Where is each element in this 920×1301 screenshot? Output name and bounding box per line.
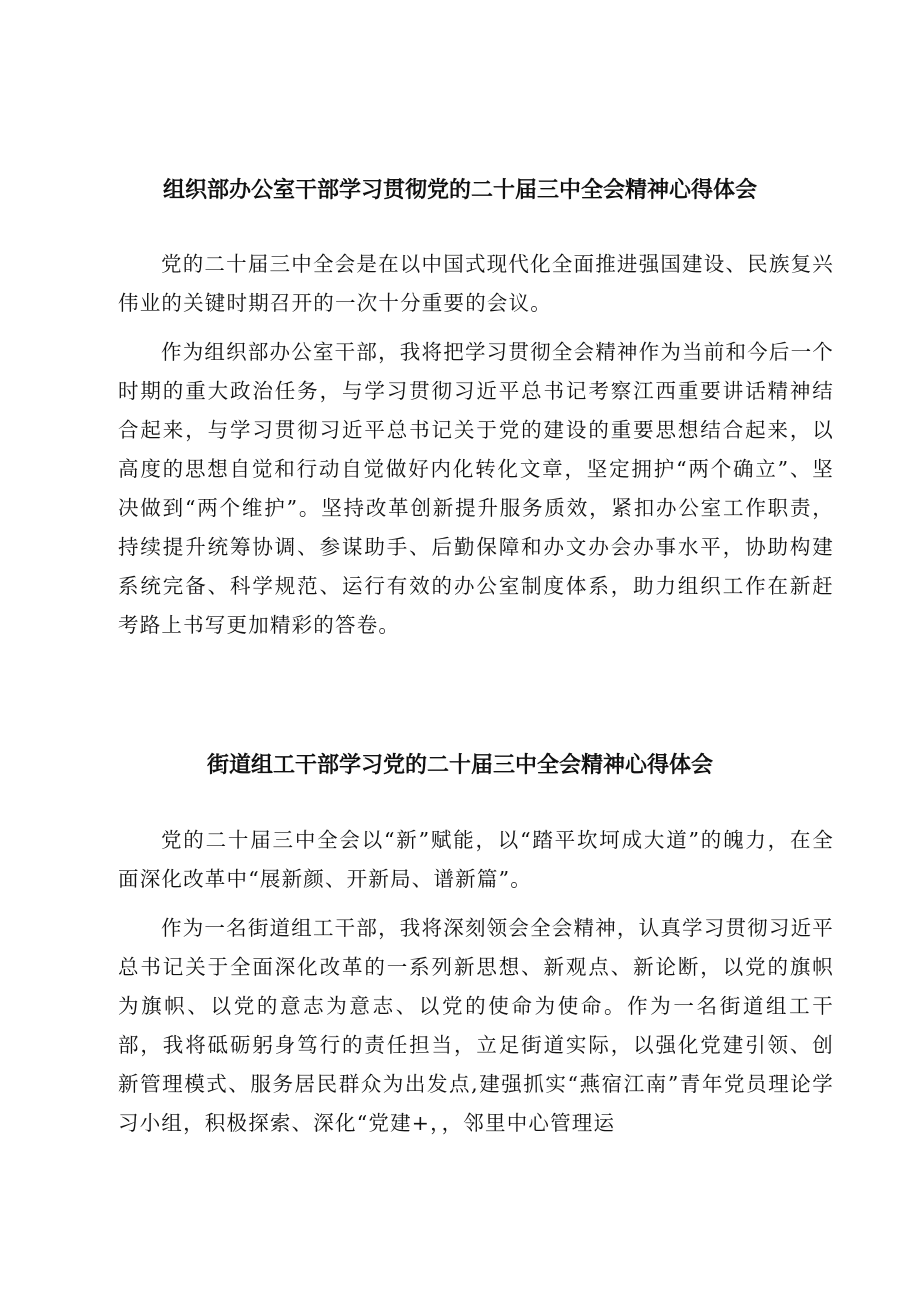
section-title-organization-office: 组织部办公室干部学习贯彻党的二十届三中全会精神心得体会 xyxy=(162,178,757,204)
paragraph-section1-2: 作为组织部办公室干部，我将把学习贯彻全会精神作为当前和今后一个时期的重大政治任务，与学习贯彻习近平总书记考察江西重要讲话精神结合起来，与学习贯彻习近平总书记关于党的建设的重要思想结合起来，以高度的思想自觉和行动自觉做好内化转化文章，坚定拥护“两个确立”、坚决做到“两个维护”。坚持改革创新提升服务质效，紧扣办公室工作职责，持续提升统筹协调、参谋助手、后勤保障和办文办会办事水平，协助构建系统完备、科学规范、运行有效的办公室制度体系，助力组织工作在新赶考路上书写更加精彩的答卷。 xyxy=(118,340,834,637)
paragraph-section1-1: 党的二十届三中全会是在以中国式现代化全面推进强国建设、民族复兴伟业的关键时期召开的一次十分重要的会议。 xyxy=(118,252,834,315)
paragraph-section2-1: 党的二十届三中全会以“新”赋能，以“踏平坎坷成大道”的魄力，在全面深化改革中“展新颜、开新局、谱新篇”。 xyxy=(118,828,834,891)
section-title-street-cadre: 街道组工干部学习党的二十届三中全会精神心得体会 xyxy=(206,753,713,779)
paragraph-section2-2: 作为一名街道组工干部，我将深刻领会全会精神，认真学习贯彻习近平总书记关于全面深化改革的一系列新思想、新观点、新论断，以党的旗帜为旗帜、以党的意志为意志、以党的使命为使命。作为一名街道组工干部，我将砥砺躬身笃行的责任担当，立足街道实际，以强化党建引领、创新管理模式、服务居民群众为出发点,建强抓实“燕宿江南”青年党员理论学习小组，积极探索、深化“党建+，，邻里中心管理运 xyxy=(118,916,834,1135)
